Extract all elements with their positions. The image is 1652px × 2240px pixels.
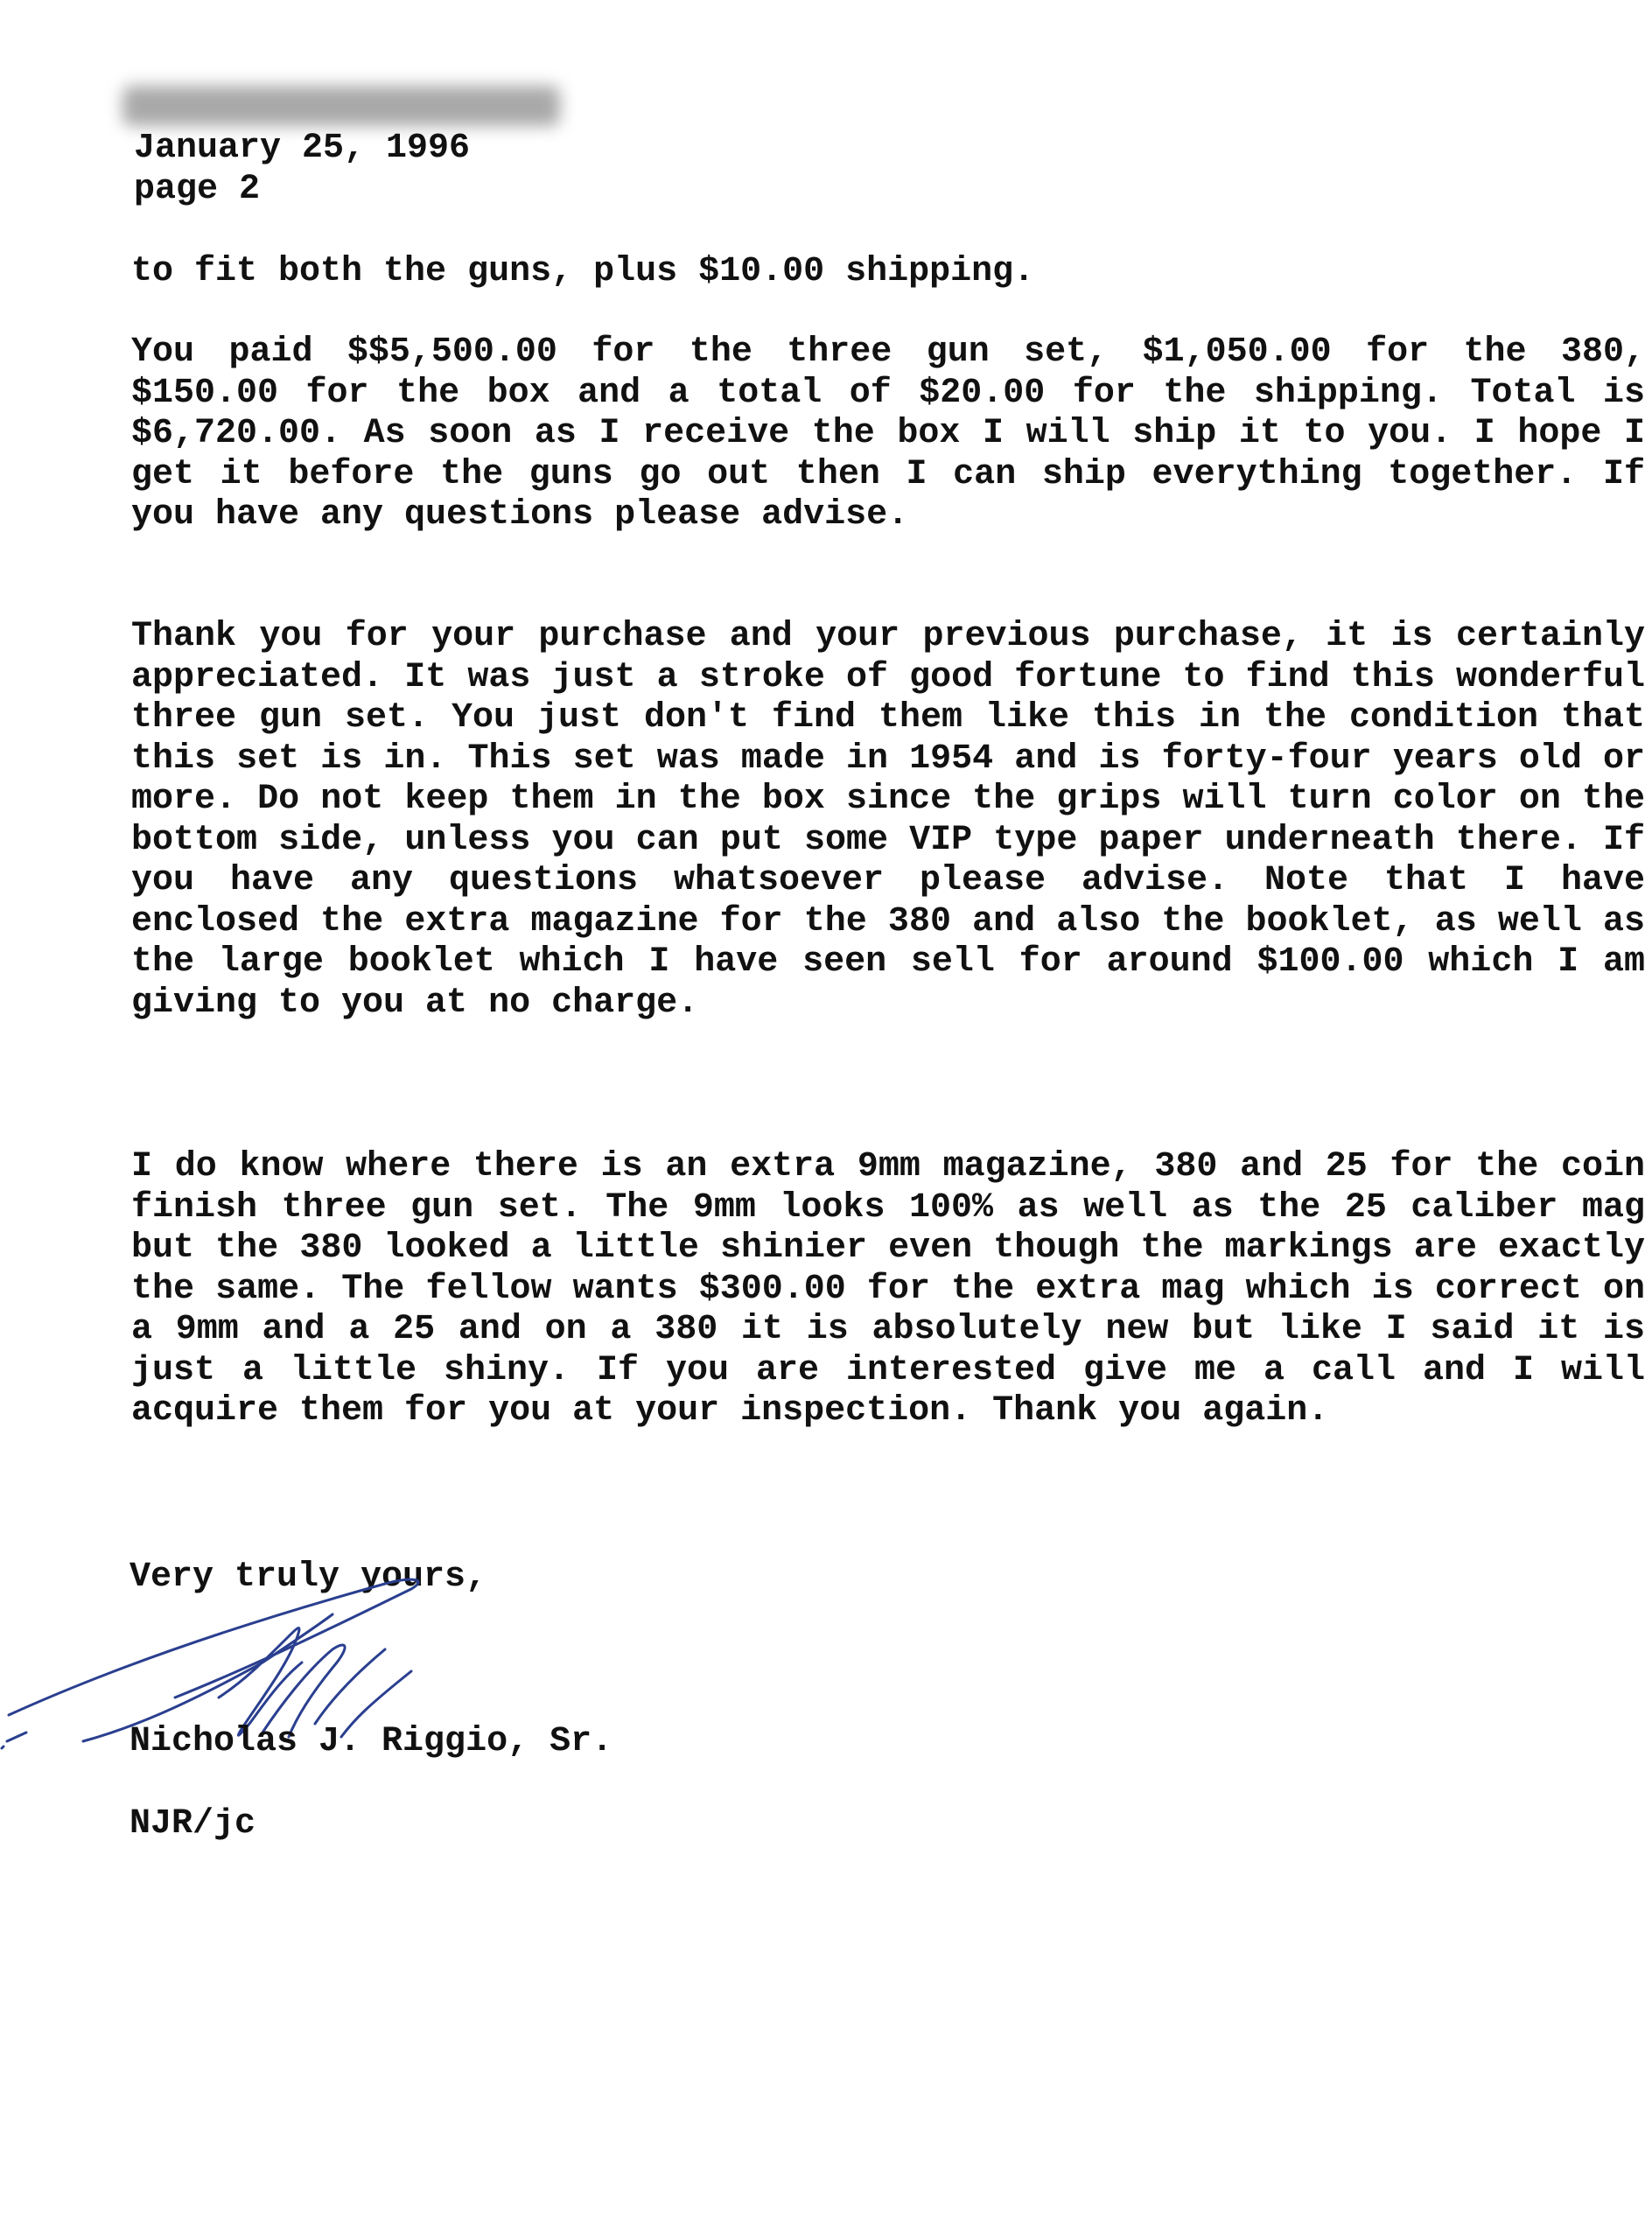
paragraph-thanks: Thank you for your purchase and your previous purchase, it is certainly appreciated. It was just a stroke of good fortune to find this wonderful three gun set. You just don't find them like this in the condition that this set is in. This set was made in 1954 and is forty-four years old or more. Do not keep them in the box since the grips will turn color on the bottom side, unless you can put some VIP type paper underneath there. If you have any questions whatsoever please advise. Note that I have enclosed the extra magazine for the 380 and also the booklet, as well as the large booklet which I have seen sell for around $100.00 which I am giving to you at no charge. <box>131 617 1645 1023</box>
page-number: page 2 <box>134 170 261 209</box>
paragraph-payment: You paid $$5,500.00 for the three gun set, $1,050.00 for the 380, $150.00 for the box and a total of $20.00 for the shipping. Total is $6,720.00. As soon as I receive the box I will ship it to you. I hope I get it before the guns go out then I can ship everything together. If you have any questions please advise. <box>131 332 1645 535</box>
letter-date: January 25, 1996 <box>134 129 471 168</box>
letter-header <box>134 128 470 210</box>
paragraph-extra-magazines: I do know where there is an extra 9mm magazine, 380 and 25 for the coin finish three gun set. The 9mm looks 100% as well as the 25 caliber mag but the 380 looked a little shinier even though the markings are exactly the same. The fellow wants $300.00 for the extra mag which is correct on a 9mm and a 25 and on a 380 it is absolutely new but like I said it is just a little shiny. If you are interested give me a call and I will acquire them for you at your inspection. Thank you again. <box>131 1147 1645 1431</box>
closing: Very truly yours, <box>130 1558 487 1597</box>
typist-initials: NJR/jc <box>130 1804 256 1844</box>
redacted-recipient-name <box>122 86 560 126</box>
signer-name: Nicholas J. Riggio, Sr. <box>130 1722 613 1761</box>
paragraph-continuation: to fit both the guns, plus $10.00 shipping. <box>131 252 1035 291</box>
